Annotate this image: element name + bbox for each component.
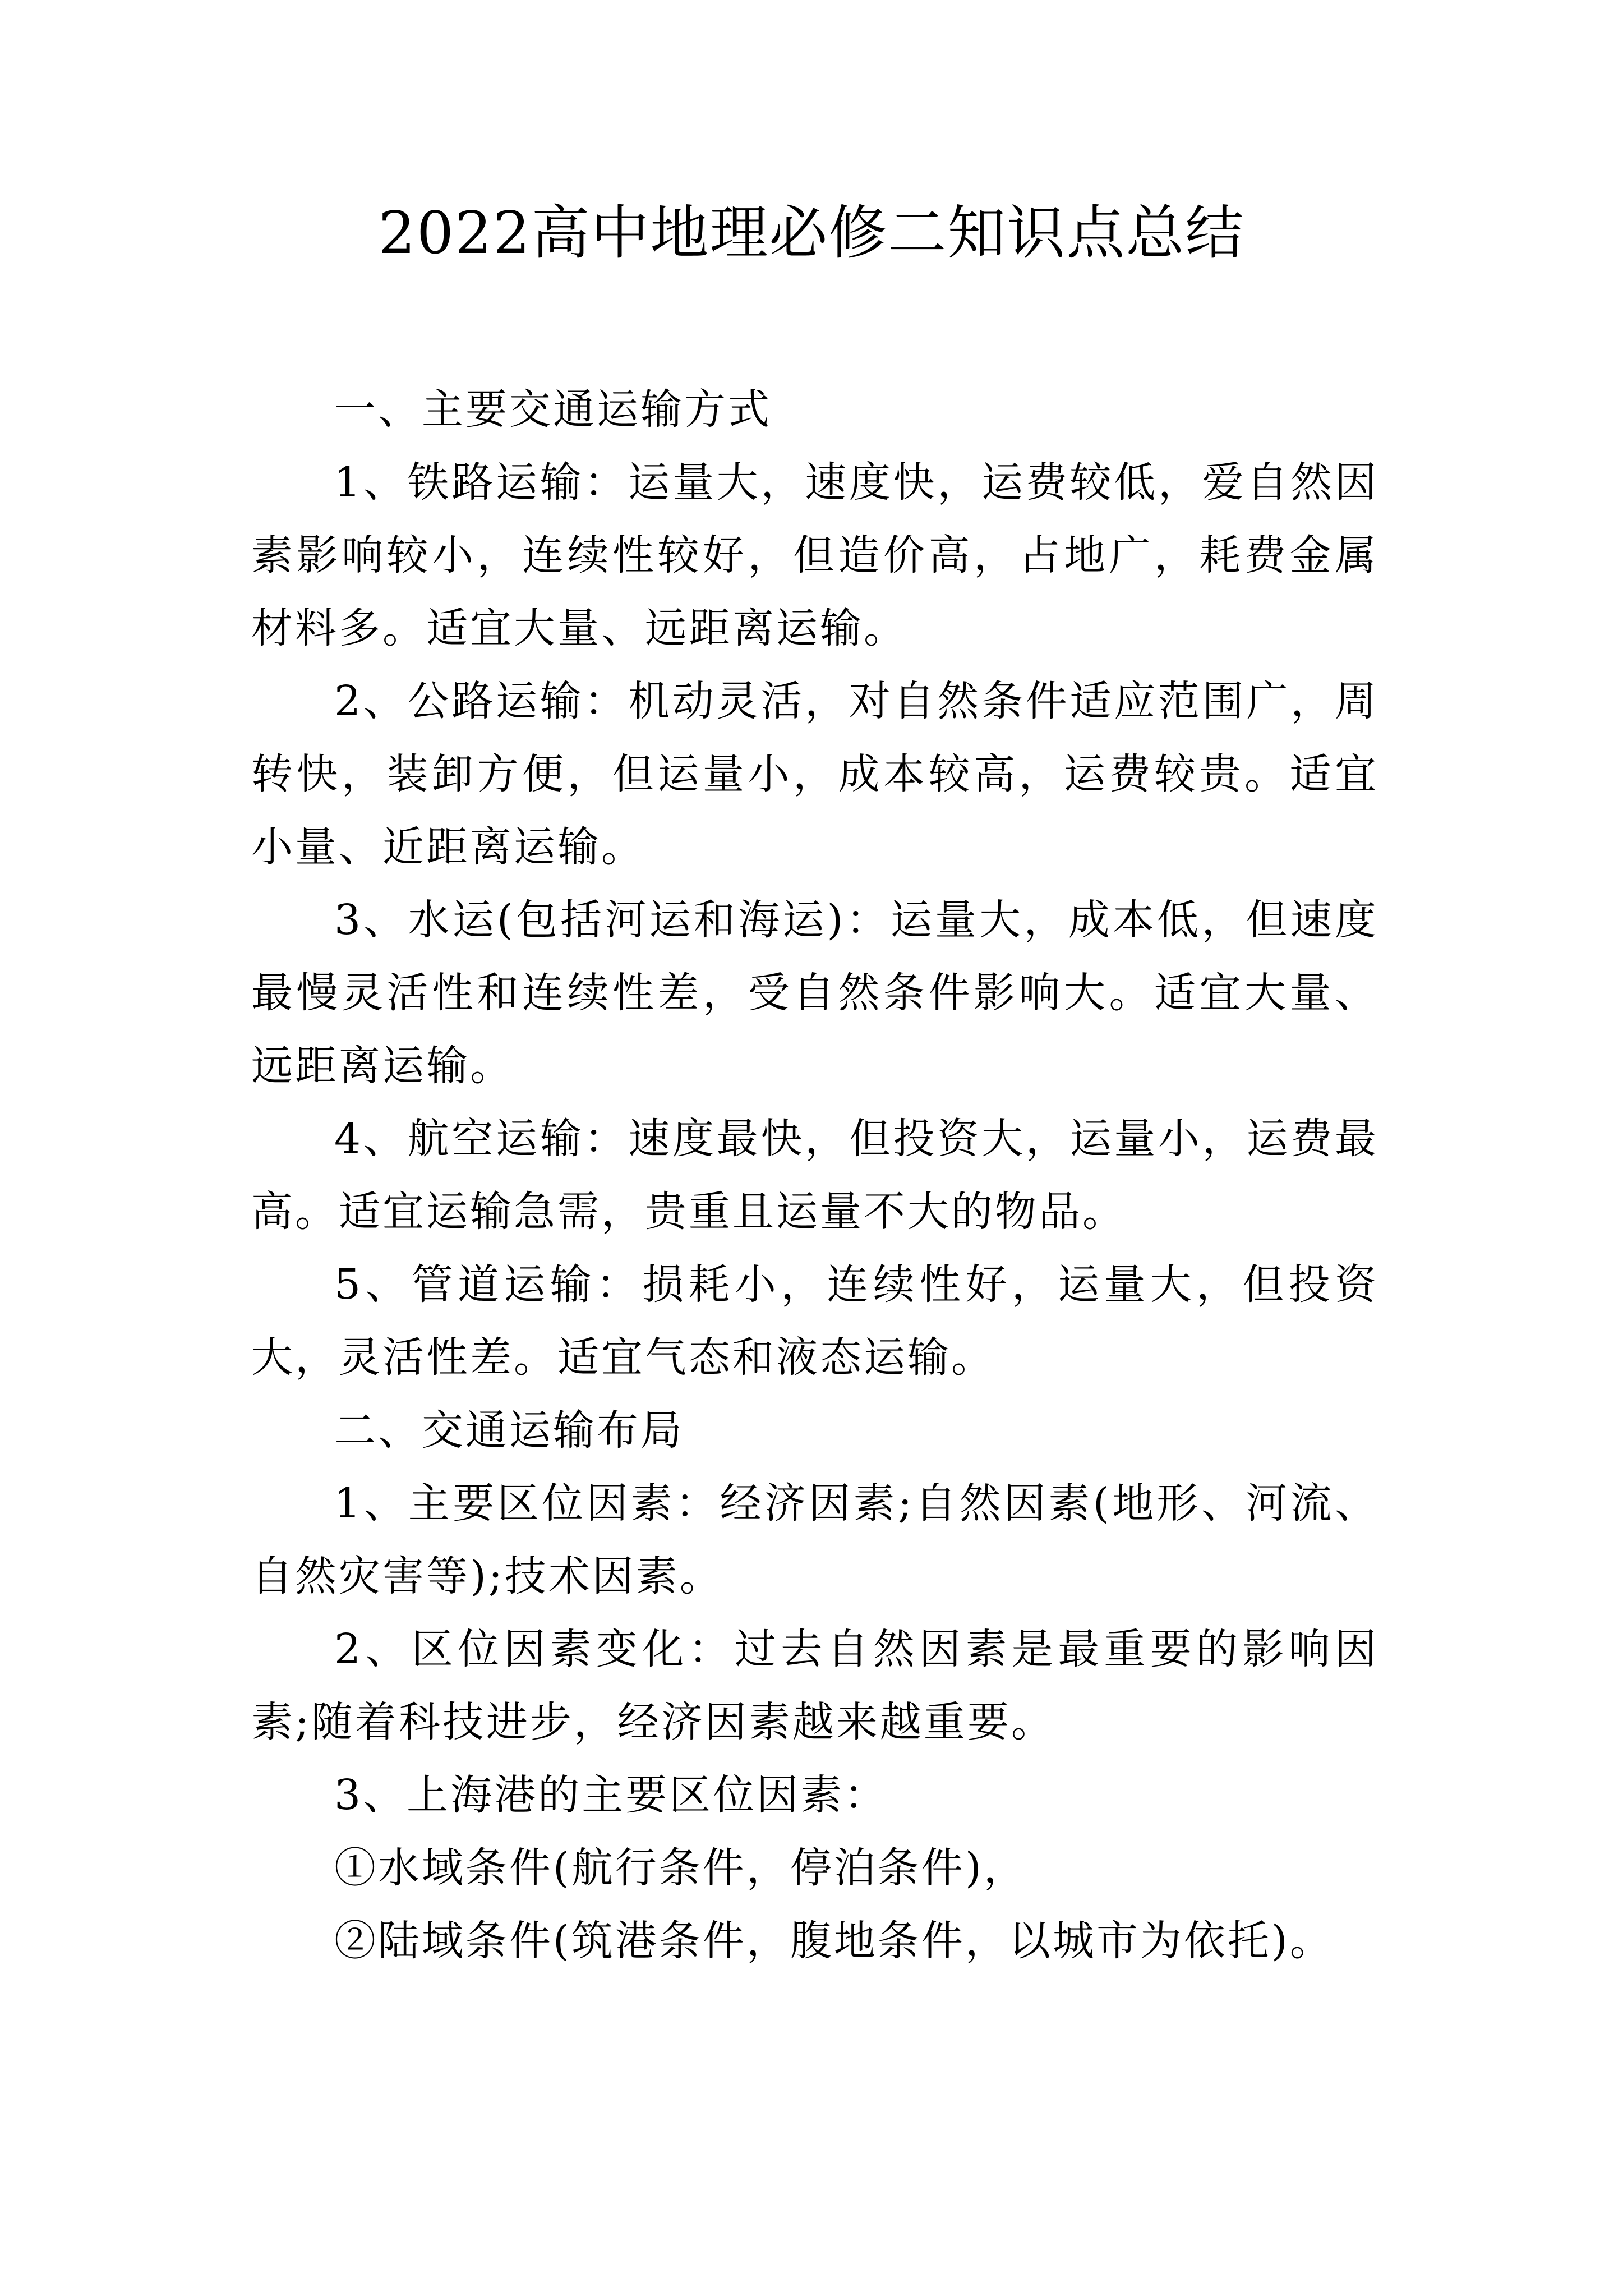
paragraph-factor-changes: 2、区位因素变化：过去自然因素是最重要的影响因素;随着科技进步，经济因素越来越重要。: [251, 1625, 1378, 1746]
list-item-water-conditions: ①水域条件(航行条件，停泊条件)，: [334, 1844, 1027, 1892]
paragraph-shanghai-port: 3、上海港的主要区位因素：: [334, 1771, 888, 1819]
paragraph-water-transport: 3、水运(包括河运和海运)：运量大，成本低，但速度最慢灵活性和连续性差，受自然条件影响大。适宜大量、远距离运输。: [251, 896, 1378, 1090]
paragraph-highway: 2、公路运输：机动灵活，对自然条件适应范围广，周转快，装卸方便，但运量小，成本较高，运费较贵。适宜小量、近距离运输。: [251, 677, 1378, 871]
paragraph-pipeline: 5、管道运输：损耗小，连续性好，运量大，但投资大，灵活性差。适宜气态和液态运输。: [251, 1260, 1378, 1382]
paragraph-location-factors: 1、主要区位因素：经济因素;自然因素(地形、河流、自然灾害等);技术因素。: [251, 1479, 1378, 1600]
document-title: 2022高中地理必修二知识点总结: [378, 199, 1245, 267]
paragraph-air-transport: 4、航空运输：速度最快，但投资大，运量小，运费最高。适宜运输急需，贵重且运量不大的物品。: [251, 1115, 1378, 1236]
list-item-land-conditions: ②陆域条件(筑港条件，腹地条件，以城市为依托)。: [334, 1917, 1334, 1965]
paragraph-railway: 1、铁路运输：运量大，速度快，运费较低，爱自然因素影响较小，连续性较好，但造价高，占地广，耗费金属材料多。适宜大量、远距离运输。: [251, 458, 1378, 652]
section-heading-transport-layout: 二、交通运输布局: [334, 1406, 684, 1455]
document-body: [251, 373, 1378, 1977]
section-heading-transport-modes: 一、主要交通运输方式: [334, 385, 772, 434]
